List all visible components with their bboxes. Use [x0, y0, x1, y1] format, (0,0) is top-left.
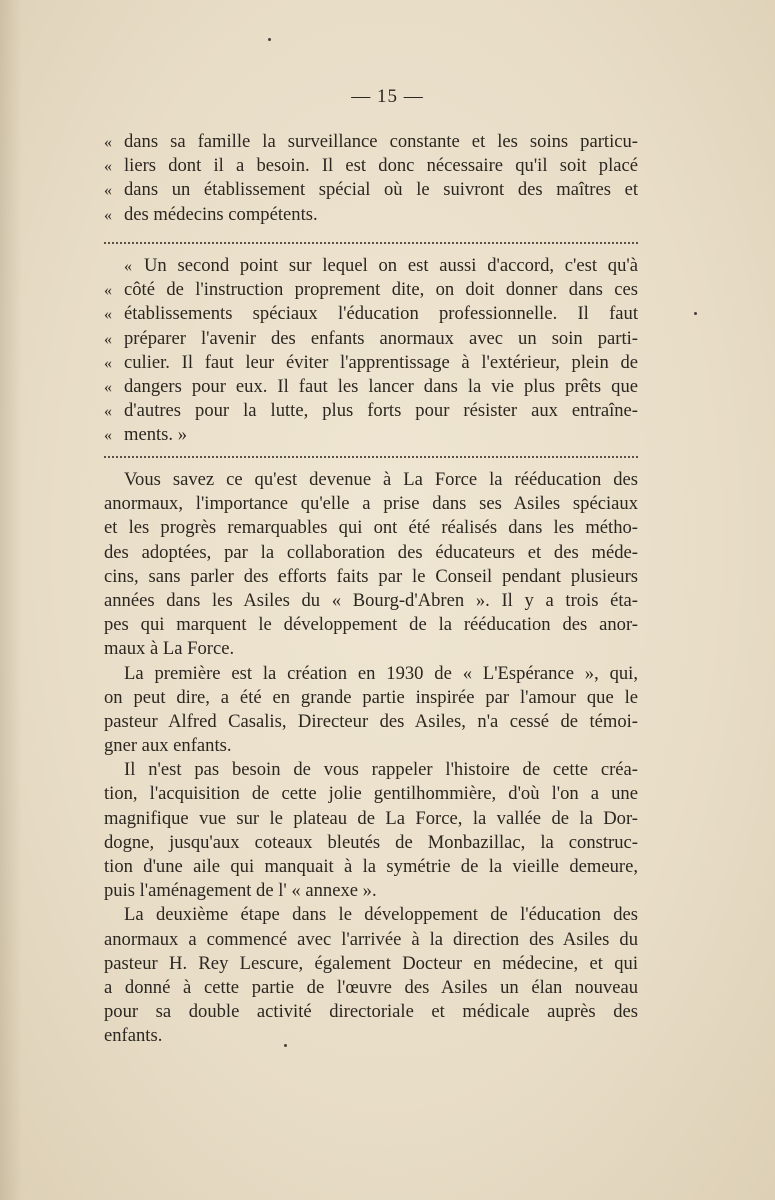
paragraph-line: Vous savez ce qu'est devenue à La Force la rééducation des: [124, 469, 638, 490]
quote-line-text: des médecins compétents.: [124, 203, 318, 225]
quote-line: [104, 302, 638, 326]
quote-line: [104, 130, 638, 154]
quote-mark: «: [104, 206, 112, 224]
paragraph: [104, 903, 638, 1048]
quote-line-text: côté de l'instruction proprement dite, on doit donner dans ces: [124, 279, 638, 301]
ellipsis-divider: [104, 236, 638, 244]
paragraph-line: Il n'est pas besoin de vous rappeler l'histoire de cette créa-: [124, 759, 638, 781]
quote-line-text: établissements spéciaux l'éducation professionnelle. Il faut: [124, 303, 638, 325]
quote-line-text: ments. »: [124, 424, 188, 446]
paper-speck: [268, 38, 271, 41]
ellipsis-divider: [104, 450, 638, 458]
quote-line-text: culier. Il faut leur éviter l'apprentissage à l'extérieur, plein de: [124, 351, 638, 373]
paragraph-line: dogne, jusqu'aux coteaux bleutés de Monbazillac, la construc-: [104, 831, 638, 853]
quote-line: [104, 154, 638, 178]
page-number: — 15 —: [351, 86, 424, 107]
paragraph-line: des adoptées, par la collaboration des éducateurs et des méde-: [104, 541, 638, 563]
paragraph-line: gner aux enfants.: [104, 735, 232, 757]
paragraph-line: pasteur Alfred Casalis, Directeur des Asiles, n'a cessé de témoi-: [104, 710, 638, 732]
quote-line: [104, 399, 638, 423]
quote-line-text: d'autres pour la lutte, plus forts pour résister aux entraîne-: [124, 400, 638, 422]
quote-mark: «: [104, 306, 112, 324]
quote-line-text: liers dont il a besoin. Il est donc nécessaire qu'il soit placé: [124, 155, 638, 177]
paragraph-line: tion d'une aile qui manquait à la symétrie de la vieille demeure,: [104, 856, 638, 877]
quote-line: [104, 203, 638, 227]
paragraph-line: puis l'aménagement de l' « annexe ».: [104, 880, 377, 902]
quote-line-text: dans un établissement spécial où le suivront des maîtres et: [124, 179, 638, 201]
paragraph: [104, 758, 638, 903]
quote-line: [104, 423, 638, 447]
paragraph-line: pour sa double activité directoriale et médicale auprès des: [104, 1001, 638, 1023]
paragraph-line: pes qui marquent le développement de la rééducation des anor-: [104, 614, 638, 636]
quote-line: [104, 278, 638, 302]
quote-line-text: préparer l'avenir des enfants anormaux avec un soin parti-: [124, 327, 638, 349]
quote-mark: «: [104, 134, 112, 151]
quote-mark: «: [104, 158, 112, 176]
quote-line-text: dangers pour eux. Il faut les lancer dans la vie plus prêts que: [124, 375, 638, 397]
quote-block-1: [104, 130, 638, 227]
quote-mark: «: [124, 258, 132, 275]
paragraph-line: anormaux a commencé avec l'arrivée à la direction des Asiles du: [104, 928, 638, 950]
quote-mark: «: [104, 282, 112, 300]
quote-line: [104, 375, 638, 399]
paragraph-line: La deuxième étape dans le développement de l'éducation des: [124, 904, 638, 926]
quote-line: [104, 327, 638, 351]
paragraph-line: magnifique vue sur le plateau de La Force, la vallée de la Dor-: [104, 807, 638, 829]
paragraph-line: on peut dire, a été en grande partie inspirée par l'amour que le: [104, 686, 638, 708]
quote-mark: «: [104, 403, 112, 421]
quote-mark: «: [104, 378, 112, 396]
paragraph-line: pasteur H. Rey Lescure, également Docteur en médecine, et qui: [104, 952, 638, 974]
quote-mark: «: [104, 330, 112, 348]
paragraph: [104, 468, 638, 662]
paper-speck: [694, 312, 697, 315]
quote-line: [104, 178, 638, 202]
quote-line: [104, 351, 638, 375]
paragraph-line: anormaux, l'importance qu'elle a prise dans ses Asiles spéciaux: [104, 493, 638, 515]
quote-line: [104, 254, 638, 278]
paragraph-line: années dans les Asiles du « Bourg-d'Abren ». Il y a trois éta-: [104, 589, 638, 611]
body-text: [104, 468, 638, 1049]
quote-block-2: [104, 254, 638, 448]
paragraph-line: et les progrès remarquables qui ont été réalisés dans les métho-: [104, 517, 638, 539]
paragraph-line: enfants.: [104, 1025, 163, 1047]
quote-mark: «: [104, 427, 112, 445]
paragraph-line: a donné à cette partie de l'œuvre des Asiles un élan nouveau: [104, 976, 638, 998]
paper-speck: [284, 1044, 287, 1047]
quote-mark: «: [104, 182, 112, 200]
quote-line-text: dans sa famille la surveillance constante et les soins particu-: [124, 131, 638, 152]
paragraph-line: La première est la création en 1930 de « L'Espérance », qui,: [124, 662, 638, 684]
paragraph: [104, 662, 638, 759]
quote-mark: «: [104, 354, 112, 372]
paragraph-line: tion, l'acquisition de cette jolie gentilhommière, d'où l'on a une: [104, 783, 638, 805]
page-edge-shadow: [0, 0, 22, 1200]
paragraph-line: cins, sans parler des efforts faits par le Conseil pendant plusieurs: [104, 565, 638, 587]
quote-line-text: Un second point sur lequel on est aussi d'accord, c'est qu'à: [144, 255, 638, 276]
paragraph-line: maux à La Force.: [104, 638, 235, 660]
